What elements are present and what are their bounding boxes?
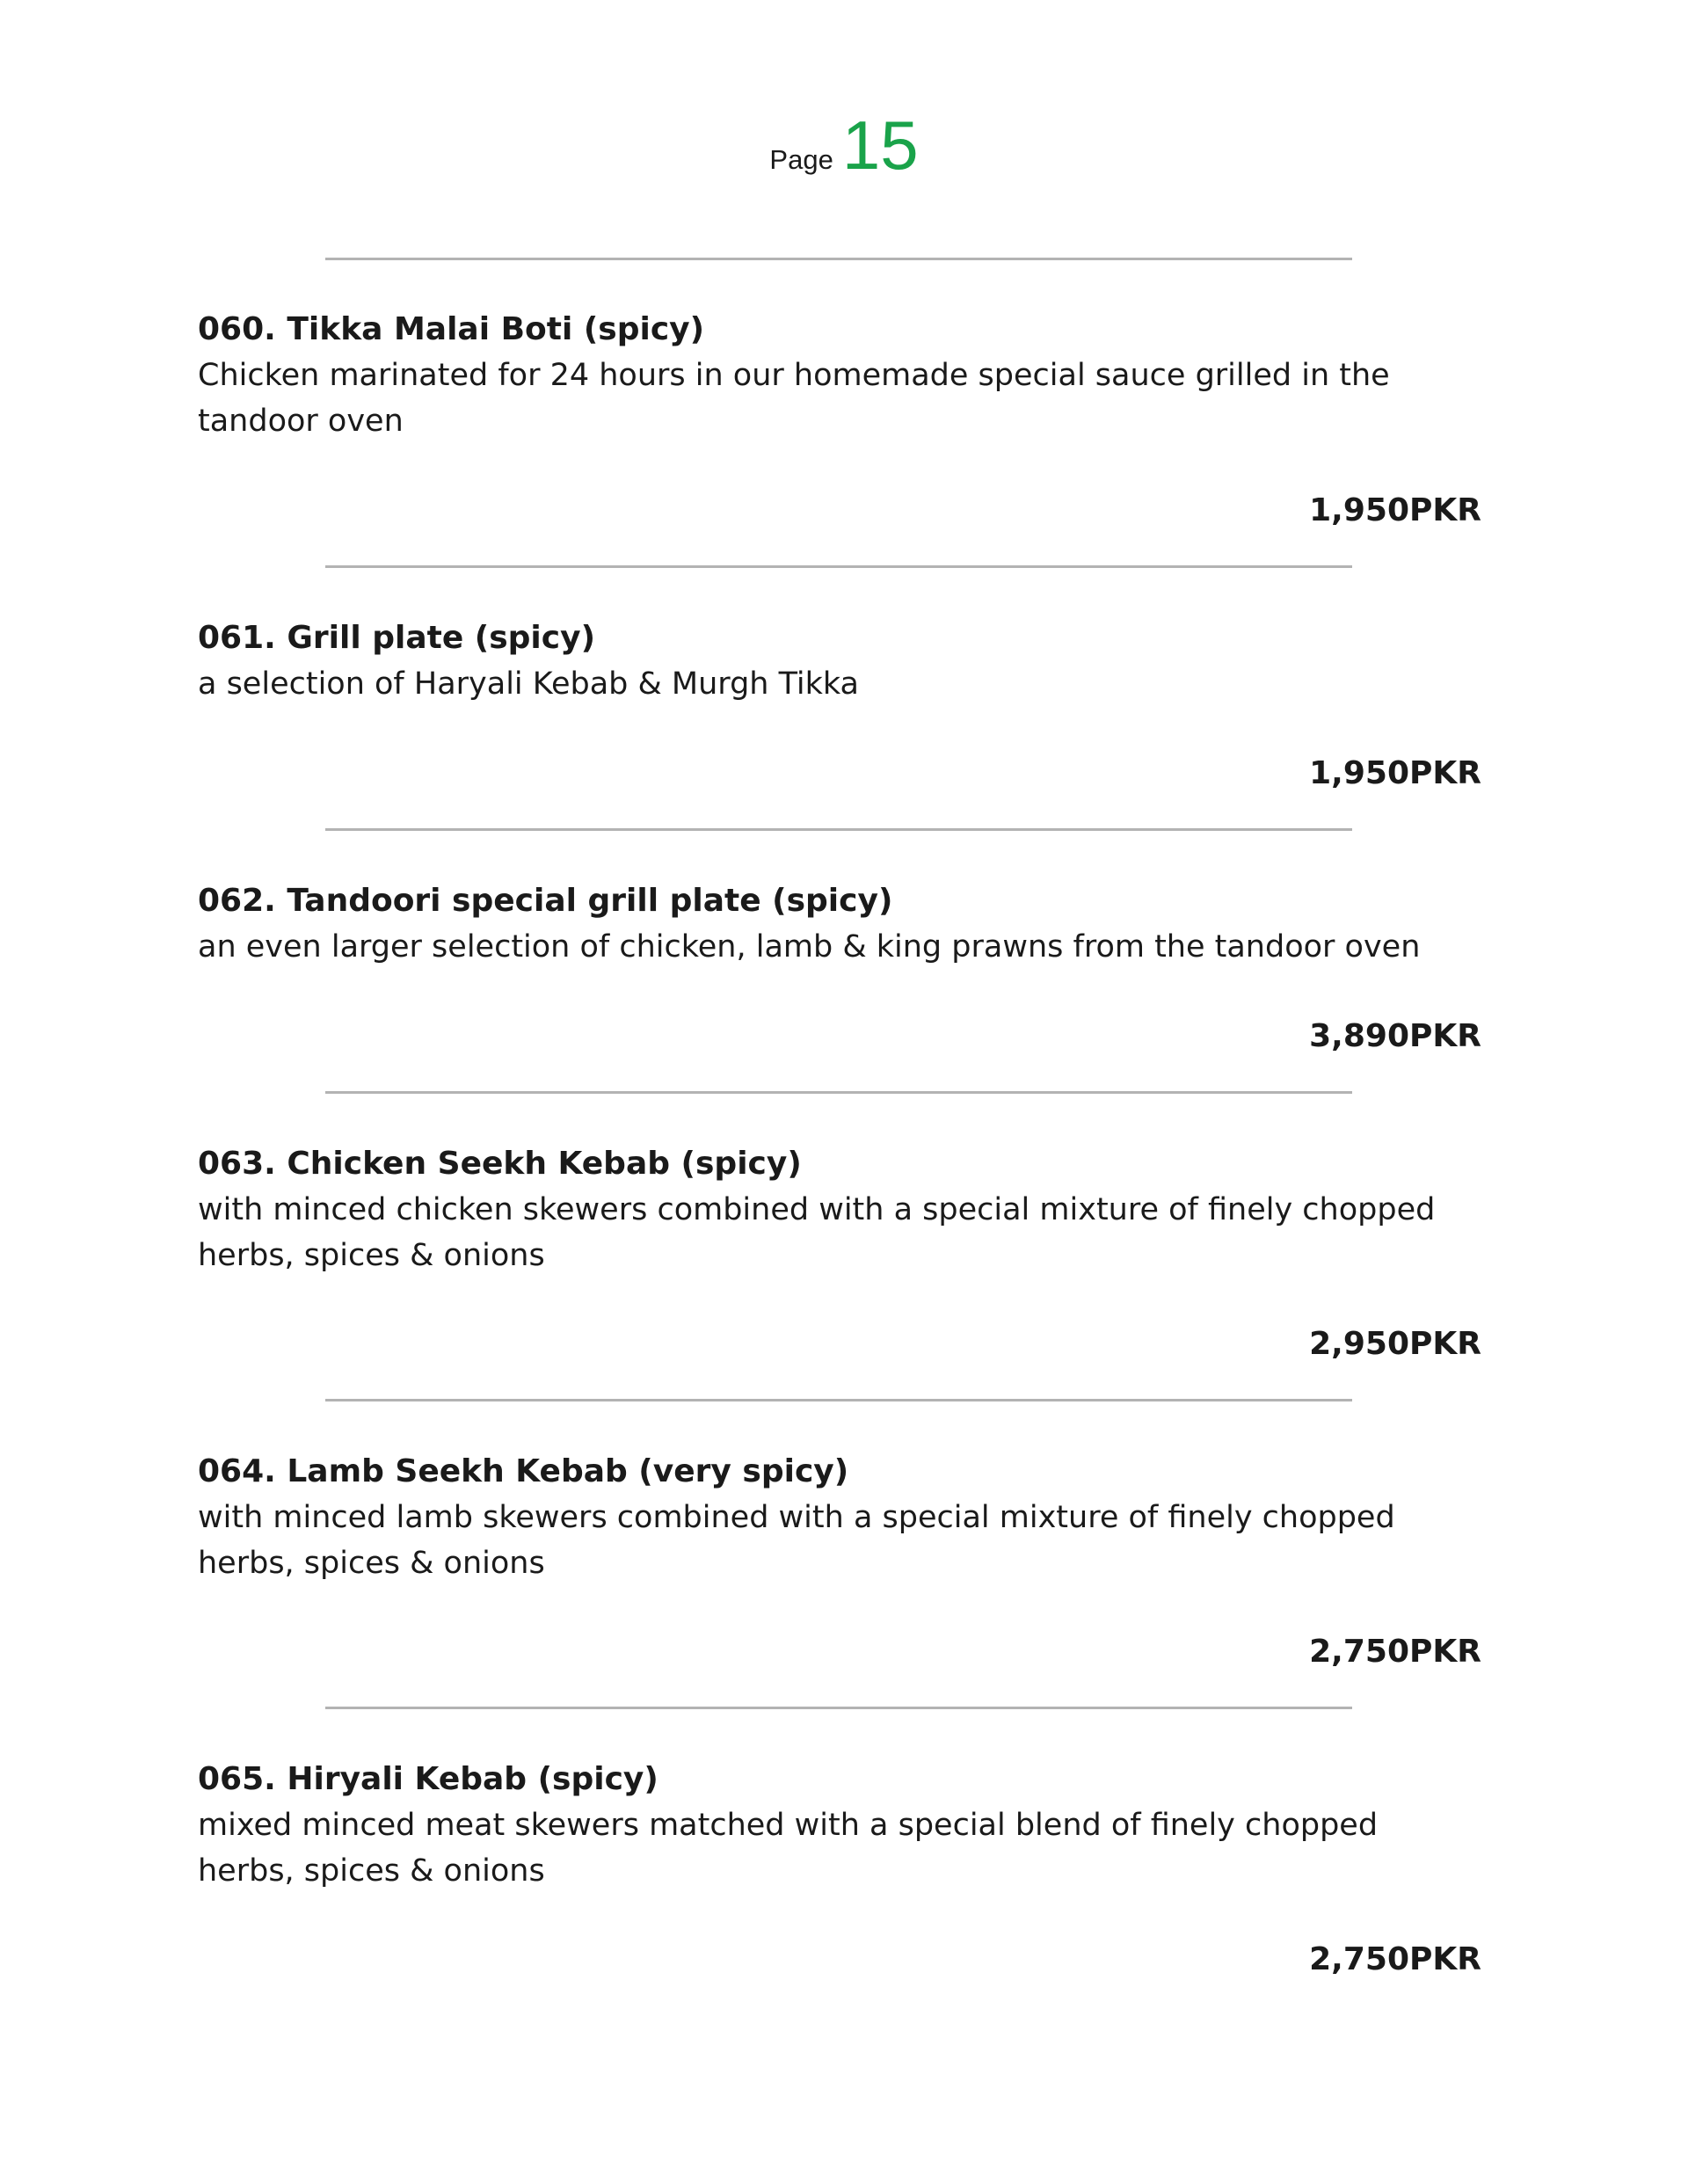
item-title: 064. Lamb Seekh Kebab (very spicy) [198, 1453, 849, 1489]
menu-item-065 [198, 1757, 1481, 1894]
page-number: 15 [841, 106, 919, 184]
menu-item-060 [198, 307, 1481, 444]
item-price: 2,750PKR [1309, 1941, 1481, 1977]
divider [325, 1091, 1352, 1094]
item-description: Chicken marinated for 24 hours in our homemade special sauce grilled in the tandoor oven [198, 358, 1390, 439]
divider [325, 828, 1352, 831]
page-label: Page [769, 144, 833, 175]
divider [325, 1707, 1352, 1709]
item-price: 3,890PKR [1309, 1018, 1481, 1054]
divider [325, 565, 1352, 568]
item-description: mixed minced meat skewers matched with a special blend of finely chopped herbs, spices & onions [198, 1808, 1379, 1889]
item-title: 061. Grill plate (spicy) [198, 620, 596, 656]
divider [325, 258, 1352, 260]
page-header [0, 106, 1688, 186]
item-description: an even larger selection of chicken, lamb & king prawns from the tandoor oven [198, 929, 1421, 965]
item-title: 065. Hiryali Kebab (spicy) [198, 1761, 658, 1797]
menu-item-061 [198, 615, 1481, 707]
divider [325, 1399, 1352, 1401]
item-title: 060. Tikka Malai Boti (spicy) [198, 311, 705, 347]
menu-item-063 [198, 1141, 1481, 1278]
item-description: with minced lamb skewers combined with a special mixture of finely chopped herbs, spices & onions [198, 1500, 1395, 1581]
item-price: 1,950PKR [1309, 755, 1481, 791]
item-description: with minced chicken skewers combined with a special mixture of finely chopped herbs, spices & onions [198, 1192, 1436, 1273]
menu-item-062 [198, 878, 1481, 970]
item-description: a selection of Haryali Kebab & Murgh Tikka [198, 666, 860, 702]
menu-item-064 [198, 1449, 1481, 1586]
item-price: 2,750PKR [1309, 1634, 1481, 1670]
item-title: 063. Chicken Seekh Kebab (spicy) [198, 1146, 802, 1182]
item-title: 062. Tandoori special grill plate (spicy) [198, 883, 893, 919]
item-price: 2,950PKR [1309, 1326, 1481, 1362]
item-price: 1,950PKR [1309, 492, 1481, 528]
